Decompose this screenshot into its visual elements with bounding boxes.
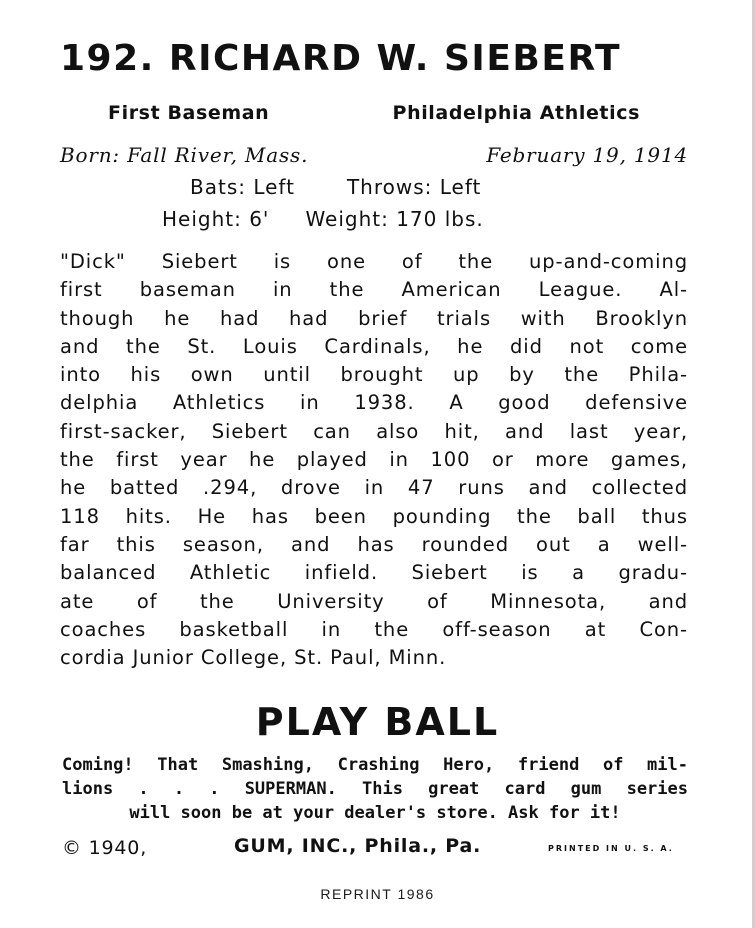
bio-line: far this season, and has rounded out a well- (60, 532, 688, 556)
bats-throws-line (190, 175, 481, 199)
born-date: February 19, 1914 (486, 143, 688, 167)
copyright-text: © 1940, (62, 837, 148, 859)
bio-line: the first year he played in 100 or more games, (60, 448, 688, 472)
bio-line: into his own until brought up by the Phila- (60, 363, 688, 387)
born-line (60, 143, 688, 167)
bats-value: Bats: Left (190, 175, 295, 199)
player-biography (60, 248, 688, 672)
height-value: Height: 6' (162, 207, 270, 231)
reprint-notice: REPRINT 1986 (320, 886, 435, 902)
bio-line: cordia Junior College, St. Paul, Minn. (60, 646, 447, 670)
bio-line: coaches basketball in the off-season at Con- (60, 617, 688, 641)
promo-line: lions . . . SUPERMAN. This great card gum series (62, 779, 688, 799)
throws-value: Throws: Left (346, 175, 482, 199)
card-footer (62, 835, 688, 863)
bio-line: ate of the University of Minnesota, and (60, 589, 688, 613)
bio-line: first baseman in the American League. Al- (60, 278, 688, 302)
promo-line: will soon be at your dealer's store. Ask for it! (129, 803, 621, 823)
bio-line: he batted .294, drove in 47 runs and collected (60, 476, 688, 500)
publisher-text: GUM, INC., Phila., Pa. (234, 835, 482, 857)
player-team: Philadelphia Athletics (392, 102, 640, 124)
bio-line: balanced Athletic infield. Siebert is a gradu- (60, 561, 688, 585)
bio-line: delphia Athletics in 1938. A good defensive (60, 391, 688, 415)
play-ball-headline: PLAY BALL (255, 700, 500, 744)
bio-line: 118 hits. He has been pounding the ball thus (60, 504, 688, 528)
player-title: 192. RICHARD W. SIEBERT (60, 38, 622, 79)
player-position: First Baseman (108, 102, 270, 124)
printed-in-usa-text: PRINTED IN U. S. A. (548, 844, 674, 853)
promo-line: Coming! That Smashing, Crashing Hero, friend of mil- (62, 755, 688, 775)
height-weight-line (162, 207, 484, 231)
born-place: Born: Fall River, Mass. (60, 143, 309, 167)
bio-line: though he had had brief trials with Brooklyn (60, 306, 688, 330)
bio-line: and the St. Louis Cardinals, he did not come (60, 334, 688, 358)
bio-line: "Dick" Siebert is one of the up-and-coming (60, 250, 688, 273)
weight-value: Weight: 170 lbs. (305, 207, 484, 231)
bio-line: first-sacker, Siebert can also hit, and last year, (60, 419, 688, 443)
position-team-line (108, 102, 640, 124)
superman-promo (62, 753, 688, 825)
